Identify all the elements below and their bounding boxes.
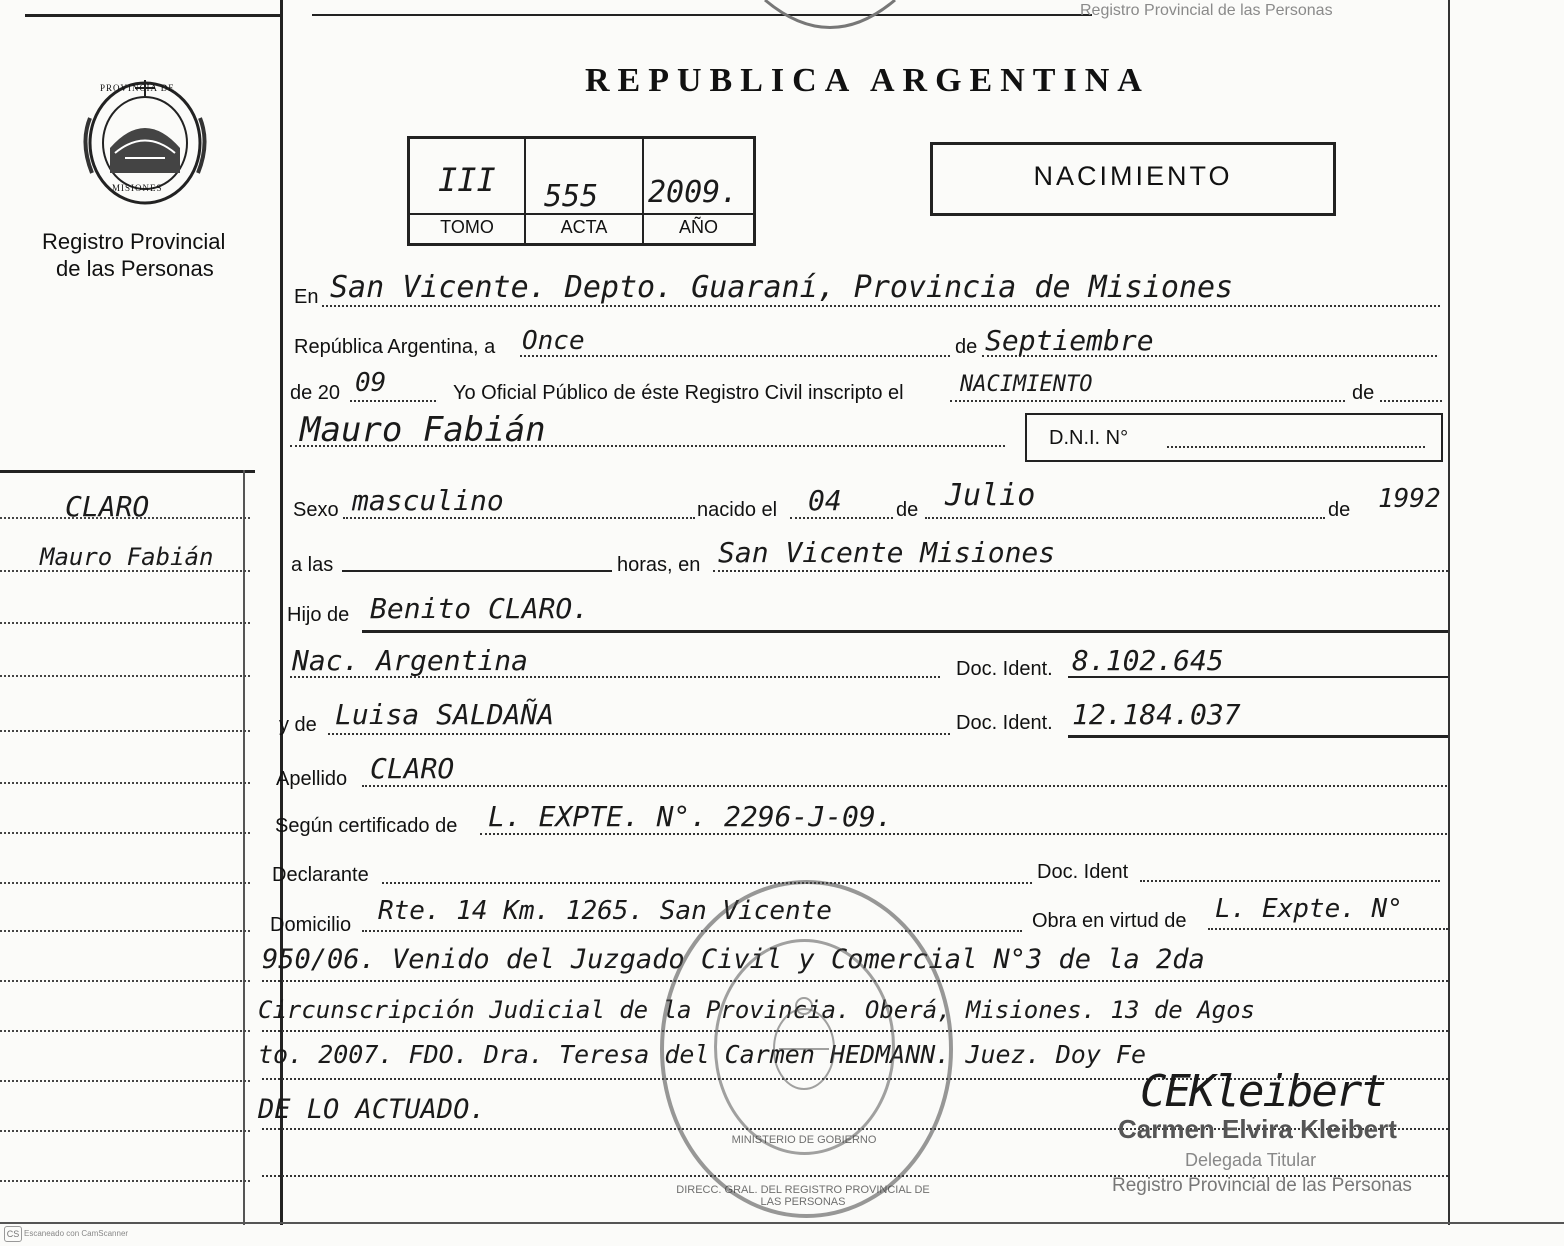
obs-line-1: 950/06. Venido del Juzgado Civil y Comercial N°3 de la 2da	[262, 944, 1205, 975]
acta-label: ACTA	[526, 213, 642, 238]
tomo-value: III	[438, 161, 496, 199]
official-stamp-inner-text: MINISTERIO DE GOBIERNO	[731, 1134, 877, 1146]
margin-line	[0, 1030, 250, 1032]
horas-label: horas, en	[617, 554, 701, 576]
apellido-label: Apellido	[276, 768, 348, 790]
dni-line	[1167, 446, 1425, 448]
top-faint-stamp: Registro Provincial de las Personas	[1080, 2, 1333, 19]
record-type-box	[930, 142, 1336, 216]
republica-label: República Argentina, a	[294, 336, 496, 358]
office-name-line2: de las Personas	[56, 256, 214, 281]
padre-doc-label: Doc. Ident.	[956, 658, 1053, 680]
alas-label: a las	[291, 554, 334, 576]
country-title: REPUBLICA ARGENTINA	[585, 62, 1150, 99]
obs-line-2: Circunscripción Judicial de la Provincia. Oberá, Misiones. 13 de Agos	[258, 996, 1255, 1024]
nacido-de2-label: de	[1328, 499, 1351, 521]
obs-line-4: DE LO ACTUADO.	[258, 1094, 486, 1125]
madre-doc-line	[1068, 735, 1448, 738]
record-type: NACIMIENTO	[1033, 161, 1233, 191]
margin-line	[0, 1180, 250, 1182]
official-stamp-outer-text: DIRECC. GRAL. DEL REGISTRO PROVINCIAL DE LAS PERSONAS	[676, 1184, 930, 1208]
lugar-value: San Vicente Misiones	[718, 536, 1056, 569]
signatory-title: Delegada Titular	[1185, 1150, 1317, 1170]
obs-line-3: to. 2007. FDO. Dra. Teresa del Carmen HEDMANN. Juez. Doy Fe	[258, 1040, 1147, 1069]
en-value: San Vicente. Depto. Guaraní, Provincia de Misiones	[330, 270, 1234, 305]
registry-box	[407, 136, 756, 246]
padre-doc: 8.102.645	[1072, 644, 1224, 677]
margin-line	[0, 675, 250, 677]
left-column-edge	[243, 470, 245, 1225]
seal-text-top: PROVINCIA DE	[100, 83, 175, 93]
sexo-label: Sexo	[293, 499, 339, 521]
nacido-de-label: de	[896, 499, 919, 521]
madre-line	[328, 733, 950, 735]
margin-note-surname: CLARO	[65, 490, 150, 523]
dni-label: D.N.I. N°	[1049, 427, 1129, 449]
margin-line	[0, 1080, 250, 1082]
anio-value: 2009.	[648, 175, 739, 210]
acto-line-end	[1380, 400, 1442, 402]
margin-line	[0, 730, 250, 732]
obra-label: Obra en virtud de	[1032, 910, 1187, 932]
anio-line	[350, 400, 436, 402]
yde-label: y de	[279, 714, 317, 736]
nacido-mes-line	[925, 517, 1325, 519]
apellido-line	[362, 785, 1447, 787]
sexo-line	[343, 517, 695, 519]
margin-line	[0, 782, 250, 784]
madre-doc: 12.184.037	[1072, 698, 1241, 731]
anio-value-form: 09	[355, 368, 387, 398]
declarante-doc-label: Doc. Ident	[1037, 861, 1129, 883]
signatory-office: Registro Provincial de las Personas	[1112, 1175, 1412, 1196]
margin-line	[0, 832, 250, 834]
certificado-label: Según certificado de	[275, 815, 458, 837]
certificado-line	[480, 833, 1447, 835]
nacido-dia: 04	[808, 484, 842, 517]
en-label: En	[294, 286, 319, 308]
padre-nac: Nac. Argentina	[292, 644, 529, 677]
hijo-label: Hijo de	[287, 604, 350, 626]
acto-de-label: de	[1352, 382, 1375, 404]
apellido-value: CLARO	[370, 752, 455, 785]
anio-label: AÑO	[644, 213, 753, 238]
declarante-label: Declarante	[272, 864, 369, 886]
scanner-text: Escaneado con CamScanner	[24, 1229, 129, 1238]
camscanner-logo-icon: CS	[4, 1226, 22, 1242]
declarante-doc-line	[1140, 880, 1440, 882]
bottom-rule	[0, 1222, 1564, 1224]
acta-cell	[526, 139, 644, 243]
dni-box	[1025, 413, 1443, 462]
mes-value: Septiembre	[985, 324, 1154, 357]
official-stamp	[660, 880, 953, 1218]
en-line	[322, 305, 1440, 307]
left-top-rule	[25, 14, 280, 17]
alas-line	[342, 570, 612, 572]
signatory-name: Carmen Elvira Kleibert	[1118, 1114, 1397, 1144]
mes-de-label: de	[955, 336, 978, 358]
madre-value: Luisa SALDAÑA	[335, 698, 555, 731]
margin-line	[0, 622, 250, 624]
acto-line	[950, 400, 1345, 402]
margin-note-name: Mauro Fabián	[40, 543, 214, 571]
obra-value: L. Expte. N°	[1215, 894, 1403, 924]
right-top-rule	[312, 14, 1092, 16]
sexo-value: masculino	[352, 484, 504, 517]
dia-value: Once	[522, 326, 585, 356]
nacido-label: nacido el	[697, 499, 778, 521]
certificado-value: L. EXPTE. N°. 2296-J-09.	[488, 800, 893, 833]
padre-line	[362, 630, 1448, 633]
anio-cell	[644, 139, 753, 243]
padre-value: Benito CLARO.	[370, 592, 590, 625]
lugar-line	[713, 570, 1448, 572]
margin-line	[0, 1130, 250, 1132]
domicilio-label: Domicilio	[270, 914, 352, 936]
argentina-coat-of-arms-icon	[764, 994, 844, 1104]
acta-value: 555	[544, 179, 599, 214]
nombre-value: Mauro Fabián	[300, 410, 546, 450]
margin-line	[0, 930, 250, 932]
oficial-text: Yo Oficial Público de éste Registro Civil inscripto el	[453, 382, 904, 404]
office-name-line1: Registro Provincial	[42, 229, 226, 254]
acto-value: NACIMIENTO	[960, 372, 1093, 397]
nacido-mes: Julio	[945, 478, 1036, 513]
madre-doc-label: Doc. Ident.	[956, 712, 1053, 734]
tomo-cell	[410, 139, 526, 243]
nacido-anio: 1992	[1378, 484, 1441, 514]
domicilio-value: Rte. 14 Km. 1265. San Vicente	[378, 896, 832, 926]
divider-right	[1448, 0, 1450, 1225]
tomo-label: TOMO	[410, 213, 524, 238]
domicilio-line	[362, 930, 1022, 932]
anio-label-form: de 20	[290, 382, 341, 404]
obra-line	[1208, 928, 1448, 930]
margin-line	[0, 882, 250, 884]
signature-scribble: CEKleibert	[1140, 1066, 1385, 1117]
declarante-line	[382, 882, 1032, 884]
top-seal-fragment	[760, 0, 900, 40]
nacido-dia-line	[790, 517, 893, 519]
margin-line	[0, 980, 250, 982]
left-section-rule	[0, 470, 255, 473]
seal-text-bottom: MISIONES	[112, 183, 163, 193]
